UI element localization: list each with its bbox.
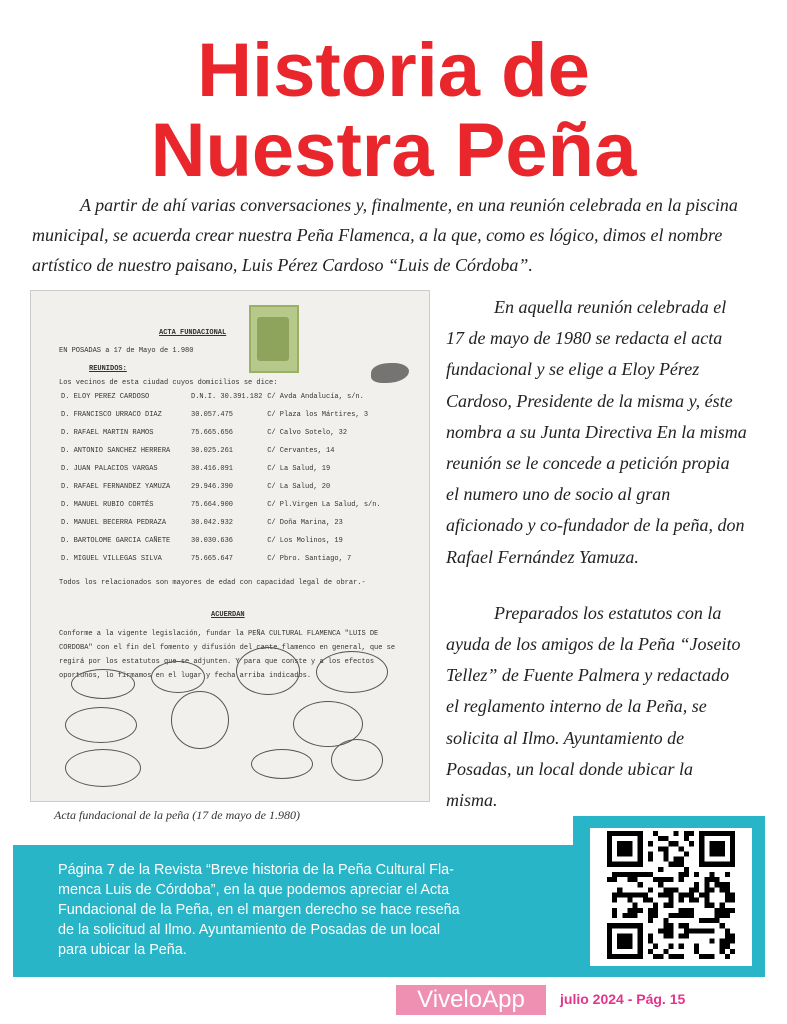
doc-body: Conforme a la vigente legislación, fundar la PEÑA CULTURAL FLAMENCA "LUIS DE CORDOBA" con el fin del fomento y difusión del cante flamenco en general, que se regirá por los estatutos que se adjunten. Y para que conste y a los efectos oportunos, lo firmamos en el lugar y fecha arriba indicados. bbox=[59, 630, 396, 680]
member-name: D. RAFAEL MARTIN RAMOS bbox=[61, 429, 154, 437]
ink-blot-icon bbox=[371, 363, 409, 383]
signature-icon bbox=[65, 707, 137, 743]
fiscal-stamp-icon bbox=[249, 305, 299, 373]
page-title-line1: Historia de bbox=[197, 28, 590, 113]
acta-document-image bbox=[30, 290, 430, 802]
doc-acuerdan: ACUERDAN bbox=[211, 611, 245, 619]
member-name: D. MANUEL RUBIO CORTÉS bbox=[61, 501, 154, 509]
right-line: Preparados los estatutos con la bbox=[494, 602, 722, 623]
right-line: Rafael Fernández Yamuza. bbox=[446, 546, 639, 567]
member-dni: 29.946.390 bbox=[191, 483, 234, 491]
panel-line: para ubicar la Peña. bbox=[58, 942, 187, 958]
panel-line: menca Luis de Córdoba”, en la que podemos apreciar el Acta bbox=[58, 882, 450, 898]
member-address: C/ Cervantes, 14 bbox=[267, 447, 335, 455]
signature-icon bbox=[65, 749, 141, 787]
right-line: solicita al Ilmo. Ayuntamiento de bbox=[446, 727, 685, 748]
member-dni: 30.057.475 bbox=[191, 411, 234, 419]
member-address: C/ Los Molinos, 19 bbox=[267, 537, 343, 545]
right-line: ayuda de los amigos de la Peña “Joseito bbox=[446, 634, 741, 655]
doc-member-row bbox=[61, 555, 381, 573]
member-name: D. ANTONIO SANCHEZ HERRERA bbox=[61, 447, 171, 455]
doc-member-list bbox=[61, 393, 381, 573]
panel-line: de la solicitud al Ilmo. Ayuntamiento de Posadas de un local bbox=[58, 922, 441, 938]
signature-icon bbox=[316, 651, 388, 693]
right-line: aficionado y co-fundador de la peña, don bbox=[446, 515, 745, 536]
doc-member-row bbox=[61, 465, 381, 483]
intro-line: A partir de ahí varias conversaciones y, finalmente, en una reunión celebrada en la piscina bbox=[80, 195, 738, 215]
member-name: D. MIGUEL VILLEGAS SILVA bbox=[61, 555, 162, 563]
doc-member-row bbox=[61, 393, 381, 411]
doc-member-row bbox=[61, 411, 381, 429]
member-dni: D.N.I. 30.391.182 bbox=[191, 393, 263, 401]
member-dni: 75.665.656 bbox=[191, 429, 234, 437]
intro-paragraph bbox=[32, 190, 758, 280]
member-dni: 75.665.647 bbox=[191, 555, 234, 563]
intro-line: municipal, se acuerda crear nuestra Peña Flamenca, a la que, como es lógico, dimos el nombre bbox=[32, 225, 723, 245]
doc-member-row bbox=[61, 429, 381, 447]
member-dni: 75.664.900 bbox=[191, 501, 234, 509]
intro-line: artístico de nuestro paisano, Luis Pérez Cardoso “Luis de Córdoba”. bbox=[32, 255, 533, 275]
right-line: misma. bbox=[446, 790, 498, 811]
signature-icon bbox=[331, 739, 383, 781]
member-name: D. ELOY PEREZ CARDOSO bbox=[61, 393, 150, 401]
signature-icon bbox=[71, 669, 135, 699]
doc-member-row bbox=[61, 483, 381, 501]
member-dni: 30.416.091 bbox=[191, 465, 234, 473]
doc-member-row bbox=[61, 501, 381, 519]
member-address: C/ La Salud, 20 bbox=[267, 483, 331, 491]
page-number: julio 2024 - Pág. 15 bbox=[560, 991, 686, 1007]
member-name: D. FRANCISCO URRACO DIAZ bbox=[61, 411, 162, 419]
right-line: el numero uno de socio al gran bbox=[446, 484, 671, 505]
info-panel-text bbox=[58, 860, 530, 960]
member-address: C/ La Salud, 19 bbox=[267, 465, 331, 473]
member-dni: 30.025.261 bbox=[191, 447, 234, 455]
doc-place-date: EN POSADAS a 17 de Mayo de 1.980 bbox=[59, 347, 194, 355]
right-line: En aquella reunión celebrada el bbox=[494, 297, 727, 317]
member-name: D. JUAN PALACIOS VARGAS bbox=[61, 465, 158, 473]
right-line: Cardoso, Presidente de la misma y, éste bbox=[446, 390, 733, 411]
member-address: C/ Avda Andalucía, s/n. bbox=[267, 393, 364, 401]
member-address: C/ Pbro. Santiago, 7 bbox=[267, 555, 352, 563]
signature-icon bbox=[251, 749, 313, 779]
doc-vecinos: Los vecinos de esta ciudad cuyos domicilios se dice: bbox=[59, 379, 278, 387]
member-name: D. RAFAEL FERNANDEZ YAMUZA bbox=[61, 483, 171, 491]
right-line: fundacional y se elige a Eloy Pérez bbox=[446, 359, 700, 380]
member-dni: 30.042.932 bbox=[191, 519, 234, 527]
right-line: nombra a su Junta Directiva En la misma bbox=[446, 421, 747, 442]
doc-reunidos: REUNIDOS: bbox=[89, 365, 127, 373]
doc-todos: Todos los relacionados son mayores de edad con capacidad legal de obrar.- bbox=[59, 579, 366, 587]
doc-header: ACTA FUNDACIONAL bbox=[159, 329, 227, 337]
signature-icon bbox=[236, 647, 300, 695]
signature-icon bbox=[151, 661, 205, 693]
right-column-text bbox=[446, 292, 758, 816]
panel-line: Página 7 de la Revista “Breve historia de la Peña Cultural Fla- bbox=[58, 862, 454, 878]
right-line: el reglamento interno de la Peña, se bbox=[446, 696, 707, 717]
member-address: C/ Calvo Sotelo, 32 bbox=[267, 429, 348, 437]
member-address: C/ Pl.Virgen La Salud, s/n. bbox=[267, 501, 381, 509]
qr-code-icon[interactable] bbox=[590, 828, 752, 966]
member-name: D. BARTOLOME GARCIA CAÑETE bbox=[61, 537, 171, 545]
image-caption: Acta fundacional de la peña (17 de mayo de 1.980) bbox=[54, 808, 300, 822]
doc-member-row bbox=[61, 447, 381, 465]
member-address: C/ Doña Marina, 23 bbox=[267, 519, 343, 527]
right-line: reunión se le concede a petición propia bbox=[446, 453, 730, 474]
member-name: D. MANUEL BECERRA PEDRAZA bbox=[61, 519, 167, 527]
doc-member-row bbox=[61, 519, 381, 537]
member-address: C/ Plaza los Mártires, 3 bbox=[267, 411, 369, 419]
signature-icon bbox=[171, 691, 229, 749]
doc-member-row bbox=[61, 537, 381, 555]
member-dni: 30.030.636 bbox=[191, 537, 234, 545]
right-line: Tellez” de Fuente Palmera y redactado bbox=[446, 665, 730, 686]
page-title-line2: Nuestra Peña bbox=[150, 108, 637, 193]
right-line: Posadas, un local donde ubicar la bbox=[446, 758, 693, 779]
panel-line: Fundacional de la Peña, en el margen derecho se hace reseña bbox=[58, 902, 460, 918]
right-line: 17 de mayo de 1980 se redacta el acta bbox=[446, 328, 723, 349]
brand-logo: ViveloApp bbox=[396, 985, 546, 1015]
